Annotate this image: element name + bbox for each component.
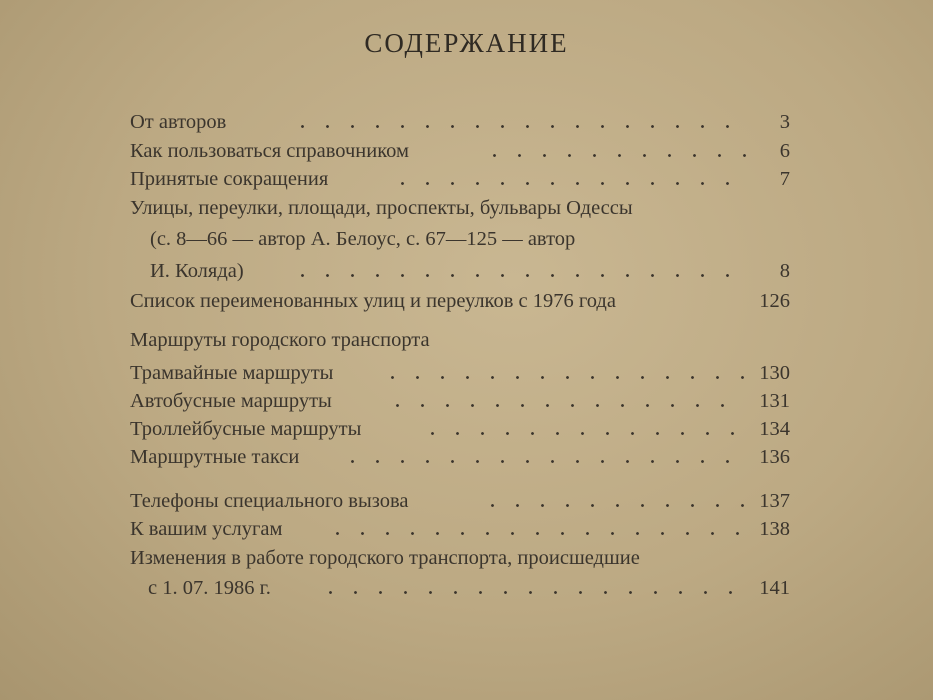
page-title: СОДЕРЖАНИЕ bbox=[364, 28, 569, 58]
toc-page-number: 7 bbox=[779, 168, 790, 190]
toc-entry-text: Троллейбусные маршруты bbox=[130, 418, 362, 440]
toc-entry-text: Автобусные маршруты bbox=[130, 390, 332, 412]
toc-entry-at-your-service bbox=[130, 514, 790, 544]
toc-entry-streets-line3 bbox=[150, 256, 790, 286]
toc-entry-text: с 1. 07. 1986 г. bbox=[148, 577, 271, 599]
toc-page-number: 131 bbox=[759, 390, 790, 412]
leader-dots bbox=[318, 591, 745, 594]
toc-entry-text: Трамвайные маршруты bbox=[130, 362, 334, 384]
leader-dots bbox=[340, 460, 745, 463]
toc-entry-emergency-phones bbox=[130, 486, 790, 516]
toc-section-routes: Маршруты городского транспорта bbox=[130, 329, 430, 351]
toc-entry-text: Маршрутные такси bbox=[130, 446, 300, 468]
toc-page-number: 126 bbox=[759, 290, 790, 312]
toc-entry-transport-changes-line1: Изменения в работе городского транспорта, происшедшие bbox=[130, 547, 640, 569]
toc-entry-authors bbox=[130, 107, 790, 137]
toc-page-number: 138 bbox=[759, 518, 790, 540]
toc-entry-streets-line2: (с. 8—66 — автор А. Белоус, с. 67—125 — автор bbox=[150, 228, 576, 250]
toc-page-number: 141 bbox=[759, 577, 790, 599]
leader-dots bbox=[480, 504, 745, 507]
toc-page-number: 134 bbox=[759, 418, 790, 440]
toc-page-number: 137 bbox=[759, 490, 790, 512]
toc-entry-streets-line1: Улицы, переулки, площади, проспекты, бульвары Одессы bbox=[130, 197, 633, 219]
toc-entry-how-to-use bbox=[130, 136, 790, 166]
toc-page-number: 130 bbox=[759, 362, 790, 384]
leader-dots bbox=[380, 376, 745, 379]
toc-entry-trolleybus-routes bbox=[130, 414, 790, 444]
toc-entry-transport-changes-line2 bbox=[148, 573, 790, 603]
toc-entry-renamed-streets bbox=[130, 286, 790, 316]
toc-page-number: 136 bbox=[759, 446, 790, 468]
leader-dots bbox=[390, 182, 750, 185]
toc-page-number: 3 bbox=[779, 111, 790, 133]
leader-dots bbox=[385, 404, 745, 407]
toc-entry-text: Принятые сокращения bbox=[130, 168, 329, 190]
leader-dots bbox=[420, 432, 745, 435]
leader-dots bbox=[325, 532, 745, 535]
toc-entry-text: К вашим услугам bbox=[130, 518, 283, 540]
toc-entry-tram-routes bbox=[130, 358, 790, 388]
toc-entry-route-taxis bbox=[130, 442, 790, 472]
leader-dots bbox=[290, 274, 750, 277]
toc-entry-text: Как пользоваться справочником bbox=[130, 140, 409, 162]
toc-entry-text: И. Коляда) bbox=[150, 260, 244, 282]
toc-page-number: 8 bbox=[779, 260, 790, 282]
toc-entry-text: От авторов bbox=[130, 111, 227, 133]
leader-dots bbox=[482, 154, 750, 157]
toc-entry-abbreviations bbox=[130, 164, 790, 194]
toc-entry-text: Список переименованных улиц и переулков с 1976 года bbox=[130, 290, 616, 312]
toc-page-number: 6 bbox=[779, 140, 790, 162]
toc-entry-text: Телефоны специального вызова bbox=[130, 490, 409, 512]
toc-entry-bus-routes bbox=[130, 386, 790, 416]
leader-dots bbox=[730, 304, 740, 307]
leader-dots bbox=[290, 125, 750, 128]
